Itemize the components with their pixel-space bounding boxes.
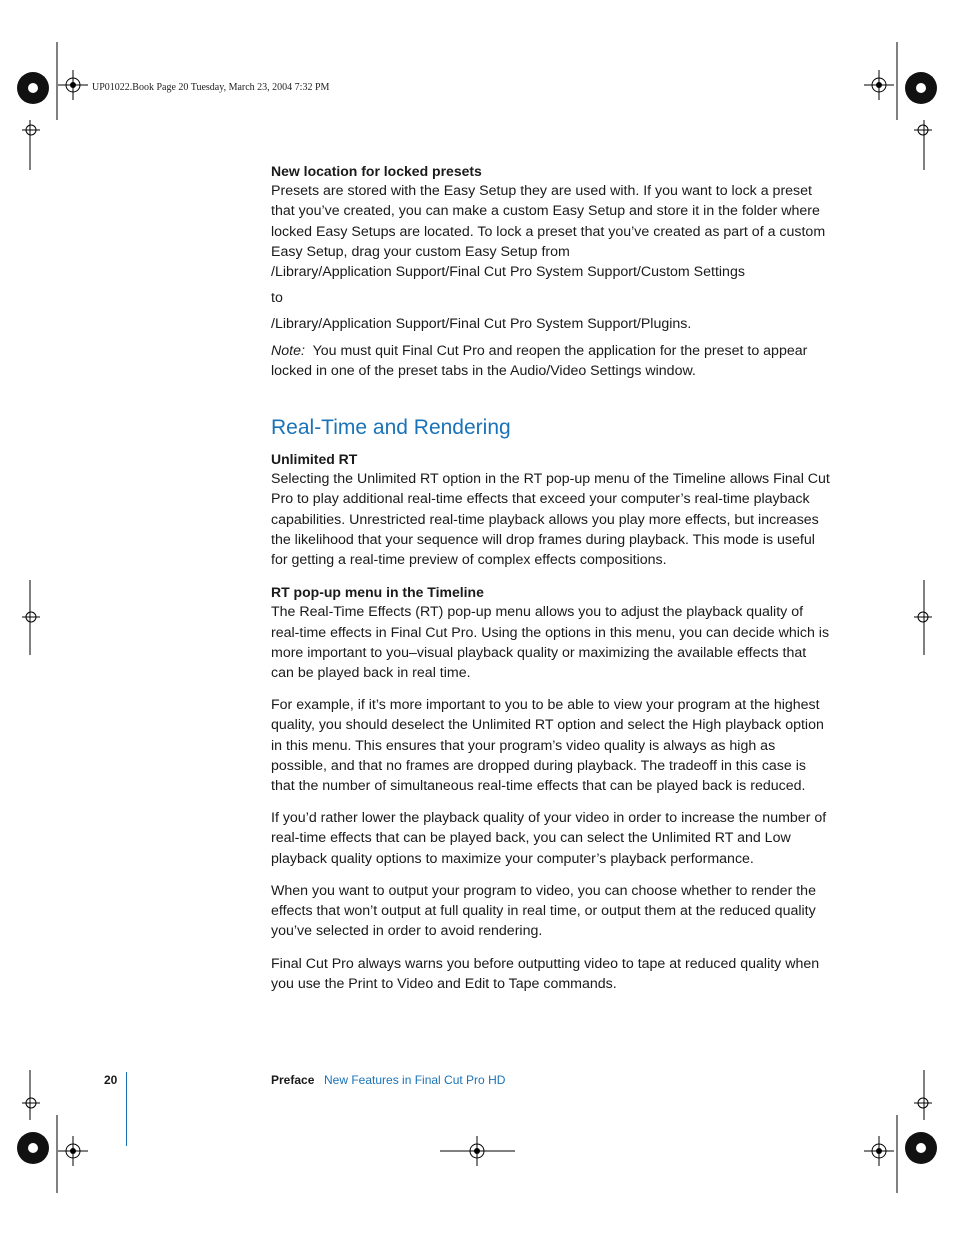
paragraph-unlimited-rt: Selecting the Unlimited RT option in the RT pop-up menu of the Timeline allows Final Cut Pro to play additional real-time effects that exceed your computer’s real-time playback capabilities. Unrestricted real-time playback allows you play more effects, but increases the likelihood that your sequence will drop frames during playback. This mode is useful for getting a real-time preview of complex effects compositions. [271,471,830,569]
note-text: You must quit Final Cut Pro and reopen the application for the preset to appear locked in one of the preset tabs in the Audio/Video Settings window. [271,342,808,379]
page-content [271,161,831,994]
subheading-unlimited-rt: Unlimited RT [271,451,358,468]
paragraph-rt-1: The Real-Time Effects (RT) pop-up menu allows you to adjust the playback quality of real-time effects in Final Cut Pro. Using the options in this menu, you can decide which is more important to you–visual playback quality or maximizing the available effects that can be played back in real time. [271,604,830,682]
print-slug: UP01022.Book Page 20 Tuesday, March 23, 2004 7:32 PM [92,82,330,93]
footer-chapter-title: New Features in Final Cut Pro HD [324,1073,506,1087]
paragraph-rt-4: When you want to output your program to video, you can choose whether to render the effects that won’t output at full quality in real time, or output them at the reduced quality you’ve selected in order to avoid rendering. [271,882,816,940]
paragraph-rt-2: For example, if it’s more important to you to be able to view your program at the highest quality, you should deselect the Unlimited RT option and select the High playback option in this menu. This ensures that your program’s video quality is always as high as possible, and that no frames are dropped during playback. The tradeoff in this case is that the number of simultaneous real-time effects that can be played back is reduced. [271,697,824,795]
path-plugins: /Library/Application Support/Final Cut Pro System Support/Plugins. [271,316,692,333]
footer-divider [126,1072,127,1146]
note-paragraph [271,341,831,381]
paragraph-rt-5: Final Cut Pro always warns you before outputting video to tape at reduced quality when you use the Print to Video and Edit to Tape commands. [271,955,820,992]
path-custom-settings: /Library/Application Support/Final Cut Pro System Support/Custom Settings [271,264,745,281]
paragraph-presets: Presets are stored with the Easy Setup they are used with. If you want to lock a preset that you’ve created, you can make a custom Easy Setup and store it in the folder where locked Easy Setups are located. To lock a preset that you’ve created as part of a custom Easy Setup, drag your custom Easy Setup from [271,183,826,260]
section-heading-locked-presets: New location for locked presets [271,163,482,179]
section-title-real-time: Real-Time and Rendering [271,416,511,440]
note-label: Note: [271,342,305,359]
footer-section-label: Preface [271,1073,315,1087]
page-number: 20 [104,1073,118,1087]
subheading-rt-popup: RT pop-up menu in the Timeline [271,584,484,601]
paragraph-rt-3: If you’d rather lower the playback quality of your video in order to increase the number of real-time effects that can be played back, you can select the Unlimited RT and Low playback quality options to maximize your computer’s playback performance. [271,810,827,867]
text-to: to [271,290,283,307]
